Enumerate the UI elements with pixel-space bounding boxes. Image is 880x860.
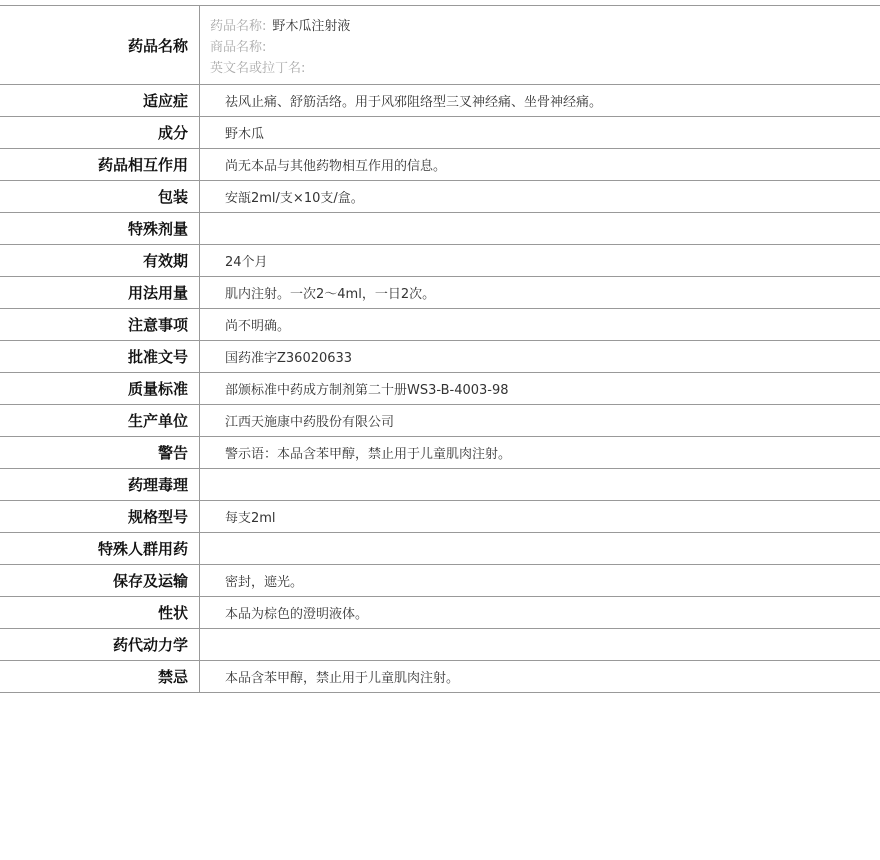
row-value: 野木瓜 xyxy=(225,127,265,142)
row-value: 24个月 xyxy=(225,255,268,270)
table-row xyxy=(0,405,880,437)
row-value: 安瓿2ml/支×10支/盒。 xyxy=(225,191,364,206)
table-row xyxy=(0,629,880,661)
table-row xyxy=(0,469,880,501)
trade-name-line xyxy=(210,37,880,58)
drug-name-key: 药品名称: xyxy=(210,19,267,34)
row-label: 规格型号 xyxy=(0,501,200,532)
row-value: 江西天施康中药股份有限公司 xyxy=(225,415,395,430)
latin-name-line xyxy=(210,58,880,79)
row-label: 性状 xyxy=(0,597,200,628)
table-row xyxy=(0,373,880,405)
table-row xyxy=(0,277,880,309)
row-label: 禁忌 xyxy=(0,661,200,692)
row-value: 警示语：本品含苯甲醇，禁止用于儿童肌肉注射。 xyxy=(225,447,512,462)
table-row xyxy=(0,117,880,149)
table-row-drug-name xyxy=(0,6,880,85)
row-label: 药代动力学 xyxy=(0,629,200,660)
row-label: 质量标准 xyxy=(0,373,200,404)
drug-spec-table xyxy=(0,5,880,693)
row-value: 密封，遮光。 xyxy=(225,575,304,590)
row-value: 国药准字Z36020633 xyxy=(225,351,353,366)
row-label: 特殊剂量 xyxy=(0,213,200,244)
row-label: 有效期 xyxy=(0,245,200,276)
drug-name-block xyxy=(200,6,880,84)
trade-name-key: 商品名称: xyxy=(210,40,267,55)
row-label: 用法用量 xyxy=(0,277,200,308)
table-row xyxy=(0,245,880,277)
table-row xyxy=(0,213,880,245)
table-row xyxy=(0,533,880,565)
row-label: 药品相互作用 xyxy=(0,149,200,180)
drug-name-line xyxy=(210,16,880,37)
row-label: 生产单位 xyxy=(0,405,200,436)
row-value: 本品为棕色的澄明液体。 xyxy=(225,607,369,622)
table-row xyxy=(0,597,880,629)
row-label: 包装 xyxy=(0,181,200,212)
table-row xyxy=(0,661,880,693)
row-label: 批准文号 xyxy=(0,341,200,372)
table-row xyxy=(0,181,880,213)
latin-name-key: 英文名或拉丁名: xyxy=(210,61,306,76)
row-value: 祛风止痛、舒筋活络。用于风邪阻络型三叉神经痛、坐骨神经痛。 xyxy=(225,95,603,110)
table-row xyxy=(0,341,880,373)
row-value: 尚无本品与其他药物相互作用的信息。 xyxy=(225,159,447,174)
table-row xyxy=(0,309,880,341)
row-value xyxy=(200,213,880,244)
row-label: 注意事项 xyxy=(0,309,200,340)
row-label: 适应症 xyxy=(0,85,200,116)
row-label: 药品名称 xyxy=(0,6,200,84)
row-value: 部颁标准中药成方制剂第二十册WS3-B-4003-98 xyxy=(225,383,509,398)
table-row xyxy=(0,149,880,181)
row-value: 本品含苯甲醇，禁止用于儿童肌肉注射。 xyxy=(225,671,460,686)
row-value: 每支2ml xyxy=(225,511,276,526)
row-label: 成分 xyxy=(0,117,200,148)
row-value: 尚不明确。 xyxy=(225,319,291,334)
row-label: 药理毒理 xyxy=(0,469,200,500)
row-label: 警告 xyxy=(0,437,200,468)
drug-name-value: 野木瓜注射液 xyxy=(272,19,351,34)
table-row xyxy=(0,501,880,533)
row-value xyxy=(200,469,880,500)
table-row xyxy=(0,437,880,469)
row-label: 特殊人群用药 xyxy=(0,533,200,564)
row-label: 保存及运输 xyxy=(0,565,200,596)
row-value: 肌内注射。一次2～4ml，一日2次。 xyxy=(225,287,436,302)
table-row xyxy=(0,565,880,597)
row-value xyxy=(200,629,880,660)
table-row xyxy=(0,85,880,117)
row-value xyxy=(200,533,880,564)
